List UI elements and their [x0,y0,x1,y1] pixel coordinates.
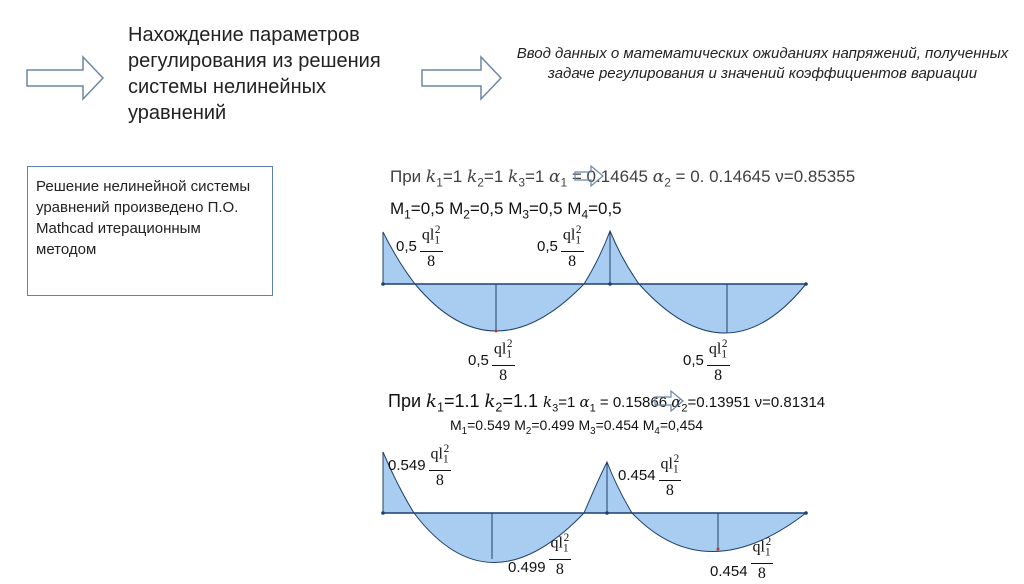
k2-value: =1.1 [502,391,543,411]
fraction-numerator: ql [493,340,507,358]
k3-symbol: k [542,393,553,411]
moment-label [508,529,571,580]
m4-symbol: M [642,417,655,433]
m3-value: =0.454 [595,417,643,433]
m2-symbol: M [449,199,464,218]
fraction-subscript: 1 [765,546,771,559]
note-text: Решение нелинейной системы уравнений произведено П.О. Mathcad итерационным методом [36,178,251,258]
m4-value: =0,5 [588,199,622,218]
label-fraction [429,440,452,491]
label-coefficient: 0.549 [388,456,426,474]
fraction-numerator: ql [708,340,722,358]
label-coefficient: 0,5 [683,351,704,369]
m3-symbol: M [508,199,523,218]
fraction-subscript: 1 [673,463,679,476]
m4-symbol: M [567,199,582,218]
moment-label [468,335,515,386]
fraction-denominator: 8 [665,481,674,499]
support-point [804,511,808,515]
alpha2-value: =0.13951 ν=0.81314 [687,394,826,411]
m2-value: =0,5 [469,199,509,218]
label-fraction [561,221,584,272]
label-coefficient: 0.499 [508,558,546,576]
m3-subscript: 3 [522,207,529,222]
moment-label [537,221,584,272]
fraction-denominator: 8 [435,471,444,489]
k2-symbol: k [484,391,496,412]
k1-symbol: k [425,167,437,187]
label-fraction [707,335,730,386]
fraction-superscript: 2 [563,532,570,544]
case1-moments [390,199,622,221]
m2-subscript: 2 [525,425,532,437]
m2-symbol: M [514,417,526,433]
case2-params [388,391,825,415]
label-fraction [549,529,572,580]
moment-label [388,440,451,491]
support-point [804,282,808,286]
m3-symbol: M [578,417,591,433]
fraction-subscript: 1 [721,348,727,361]
alpha2-subscript: 2 [681,402,688,415]
fraction-numerator: ql [562,226,576,244]
m1-value: =0.549 [467,417,515,433]
moment-label [396,221,443,272]
k1-subscript: 1 [436,175,443,190]
fraction-numerator: ql [430,445,443,463]
k2-value: =1 [483,167,508,186]
label-coefficient: 0,5 [396,237,417,255]
k1-value: =1.1 [443,391,485,411]
fraction-superscript: 2 [673,453,680,465]
support-point [605,511,609,515]
alpha1-symbol: α [579,393,590,411]
flow-arrow-right [422,57,501,99]
m1-value: =0,5 [410,199,450,218]
m3-value: =0,5 [528,199,568,218]
fraction-superscript: 2 [575,224,582,236]
k1-subscript: 1 [436,400,444,415]
k1-symbol: k [426,391,437,412]
m1-symbol: M [390,199,405,218]
label-fraction [659,450,682,501]
k1-value: =1 [442,167,467,186]
support-point [608,282,612,286]
fraction-numerator: ql [421,226,435,244]
moment-area-3 [584,231,639,284]
fraction-denominator: 8 [427,252,436,270]
alpha1-value: = 0.15866 [595,394,672,411]
moment-diagram-1 [381,231,808,333]
k2-subscript: 2 [495,400,503,415]
alpha2-symbol: α [652,167,665,187]
fraction-superscript: 2 [443,443,450,455]
fraction-subscript: 1 [506,348,512,361]
moment-area-4 [639,284,806,333]
fraction-denominator: 8 [499,366,508,384]
k2-symbol: k [466,167,478,187]
alpha1-subscript: 1 [589,402,596,415]
m1-subscript: 1 [461,425,468,437]
m4-subscript: 4 [654,425,660,437]
flow-arrow-left [27,57,103,99]
fraction-numerator: ql [550,534,563,552]
fraction-superscript: 2 [434,224,441,236]
fraction-superscript: 2 [765,536,772,548]
alpha2-value: = 0. 0.14645 ν=0.85355 [670,167,856,186]
moment-label [710,533,773,584]
fraction-denominator: 8 [757,564,766,582]
k3-subscript: 3 [518,175,525,190]
fraction-numerator: ql [660,455,673,473]
fraction-subscript: 1 [575,234,581,247]
k3-subscript: 3 [552,402,559,415]
label-fraction [420,221,443,272]
fraction-superscript: 2 [721,338,728,350]
label-coefficient: 0,5 [468,351,489,369]
k3-value: =1 [524,167,550,186]
m4-subscript: 4 [581,207,589,222]
support-point [381,511,385,515]
fraction-subscript: 1 [563,542,569,555]
fraction-denominator: 8 [714,366,723,384]
header-right-text: Ввод данных о математических ожиданиях напряжений, полученных задаче регулирования и значений коэффициентов вариации [516,45,1009,82]
alpha1-symbol: α [549,167,561,187]
m1-symbol: M [450,417,462,433]
params-prefix: При [388,391,427,411]
header-left-text: Нахождение параметров регулирования из решения системы нелинейных уравнений [128,24,381,124]
fraction-superscript: 2 [506,338,513,350]
fraction-denominator: 8 [568,252,577,270]
label-fraction [492,335,515,386]
moment-label [683,335,730,386]
label-coefficient: 0.454 [710,562,748,580]
label-coefficient: 0,5 [537,237,558,255]
moment-label [618,450,681,501]
m1-subscript: 1 [404,207,411,222]
m2-subscript: 2 [463,207,470,222]
alpha1-value: = 0.14645 [567,167,653,186]
k3-value: =1 [558,394,580,411]
fraction-denominator: 8 [555,560,564,578]
fraction-subscript: 1 [434,234,440,247]
support-point [381,282,385,286]
fraction-subscript: 1 [443,453,449,466]
m4-value: =0,454 [659,417,704,433]
moment-area-2 [415,284,584,331]
label-coefficient: 0.454 [618,466,656,484]
m2-value: =0.499 [531,417,579,433]
extreme-point [495,330,498,333]
case2-moments [450,417,703,437]
alpha1-subscript: 1 [560,175,568,190]
m3-subscript: 3 [590,425,596,437]
fraction-numerator: ql [752,538,765,556]
case1-params [390,167,855,189]
k2-subscript: 2 [477,175,484,190]
note-box [27,166,273,296]
label-fraction [751,533,774,584]
params-prefix: При [390,167,426,186]
k3-symbol: k [508,167,519,187]
alpha2-symbol: α [671,393,682,411]
alpha2-subscript: 2 [664,175,671,190]
